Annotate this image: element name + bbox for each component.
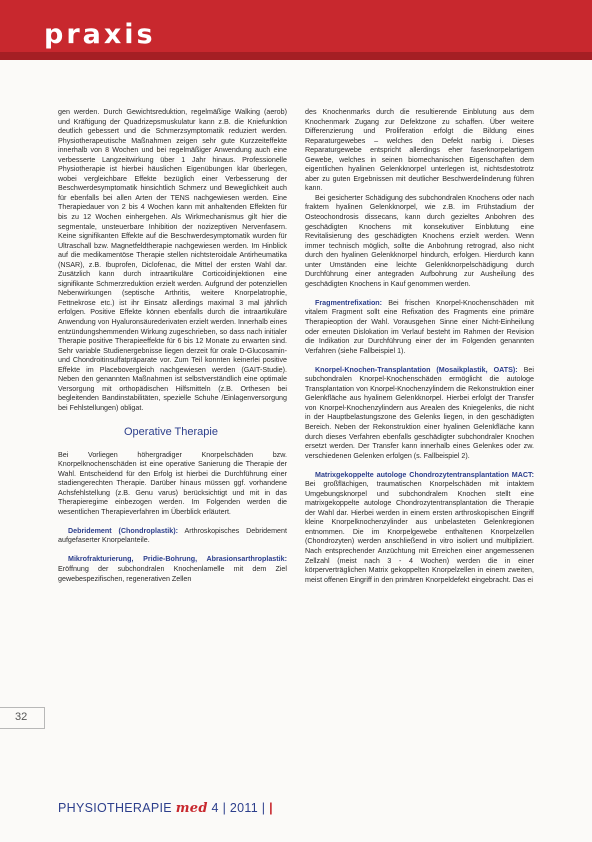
footer-issue: 4 | 2011 | bbox=[207, 801, 266, 815]
page-number: 32 bbox=[15, 711, 28, 723]
term-knorpel-knochen-transplantation: Knorpel-Knochen-Transplantation (Mosaikplastik, OATS): bbox=[315, 365, 518, 374]
right-paragraph-2: Bei gesicherter Schädigung des subchondralen Knochens oder nach fraktem hyalinen Gelenkknorpel, wie z.B. im Frühstadium der Osteochondrosis dissecans, kann durch gezieltes Anbohren des geschädigten Knochens mit konsekutiver Einblutung eine Revitalisierung des geschädigten Knochens erzielt werden. Wenn immer technisch möglich, sollte die Anbohrung retrograd, also nicht durch den hyalinen Gelenkknorpel hindurch, erfolgen. Hierdurch kann unter Umständen eine leichte Gelenkknorpelschädigung durch Durchführung einer antegraden Aufbohrung zur Ausheilung des geschädigten Knochens in Kauf genommen werden. bbox=[305, 193, 534, 288]
term-fragmentrefixation: Fragmentrefixation: bbox=[315, 298, 383, 307]
subheading-operative-therapie: Operative Therapie bbox=[124, 425, 218, 438]
footer-bars: | bbox=[265, 801, 273, 815]
left-paragraph-2: Bei Vorliegen höhergradiger Knorpelschäden bzw. Knorpelknochenschäden ist eine operative Sanierung die Therapie der Wahl. Entscheidend für den Erfolg ist hierbei die Durchführung einer stadiengerechten Therapie. Darüber hinaus müssen ggf. vorhandene Achsfehlstellung (z.B. Genu varus) berücksichtigt und mit in das Therapieregime einbezogen werden. Im Folgenden werden die wesentlichen Therapieverfahren im Überblick erläutert. bbox=[58, 450, 287, 516]
right-paragraph-osteochondral-transplant: Knorpel-Knochen-Transplantation (Mosaikplastik, OATS): Bei subchondralen Knorpel-Knochenschäden ermöglicht die autologe Transplantation von Knorpel-Knochenzylindern die Rekonstruktion einer Gelenkfläche aus hyalinem Gelenkknorpel. Hierbei erfolgt der Transfer von Knorpel-Knochenzylindern aus Arealen des Kniegelenks, die nicht in der Hauptbelastungszone des Gelenks liegen, in den geschädigten Bereich. Neben der Rekonstruktion einer hyalinen Gelenkfläche kann durch dieses Verfahren ebenfalls geschädigter subchondraler Knochen ersetzt werden. Der Transfer kann innerhalb eines Gelenkes oder zw. verschiedenen Gelenken erfolgen (s. Fallbeispiel 2). bbox=[305, 365, 534, 460]
term-debridement: Debridement (Chondroplastik): bbox=[68, 526, 179, 535]
left-paragraph-debridement: Debridement (Chondroplastik): Arthroskopisches Debridement aufgefaserter Knorpelanteile. bbox=[58, 526, 287, 545]
term-mact: Matrixgekoppelte autologe Chondrozytentransplantation MACT: bbox=[315, 470, 534, 479]
section-title: praxis bbox=[44, 19, 156, 50]
right-column bbox=[305, 108, 534, 585]
header-shade bbox=[0, 52, 592, 60]
left-column bbox=[58, 108, 287, 584]
right-paragraph-fragmentrefixation: Fragmentrefixation: Bei frischen Knorpel-Knochenschäden mit vitalem Fragment sollt eine Refixation des Fragments eine primäre Therapieoption der Wahl. Vorausgehen Sinne einer Nicht-Einheilung oder erneuten Dislokation im Verlauf besteht im Rahmen der Revision die Indikation zur Durchführung einer der im Folgenden genannten Verfahren (siehe Fallbeispiel 1). bbox=[305, 298, 534, 355]
footer-masthead bbox=[58, 801, 273, 816]
footer-brand: PHYSIOTHERAPIE bbox=[58, 801, 176, 815]
right-paragraph-1: des Knochenmarks durch die resultierende Einblutung aus dem Knochenmark Zugang zur Defektzone zu schaffen. Über weitere Differenzierung und Proliferation erfolgt die Bildung eines Reparaturgewebes – welches den Defekt narbig i. Dieses Reparaturgewebe entspricht allerdings eher faserknorpelartigem Gewebe, welches in seinen biomechanischen Eigenschaften dem eigentlichen hyalinen Gelenkknorpel unterlegen ist, nichtsdestotrotz aber zu guten Ergebnissen mit deutlicher Beschwerdelinderung führen kann. bbox=[305, 108, 534, 193]
term-mikrofrakturierung: Mikrofrakturierung, Pridie-Bohrung, Abrasionsarthroplastik: bbox=[68, 555, 287, 564]
footer-med-logo: med bbox=[175, 801, 208, 816]
left-paragraph-mikrofrakturierung: Mikrofrakturierung, Pridie-Bohrung, Abrasionsarthroplastik: Eröffnung der subchondralen Knochenlamelle mit dem Ziel gewebespezifischen, regenerativen Zellen bbox=[58, 555, 287, 583]
right-paragraph-mact: Matrixgekoppelte autologe Chondrozytentransplantation MACT: Bei großflächigen, traumatischen Knorpelschäden mit intaktem Umgebungsknorpel und subchondralem Knochen stellt eine matrixgekoppelte autologe Chondrozytentransplantation die Therapie der Wahl dar. Hierbei werden in einem ersten arthroskopischen Eingriff kleine Knorpelknochenzylinder aus unbelasteten Gelenkregionen entnommen. Die im Knorpelgewebe enthaltenen Knorpelzellen (Chondrozyten) werden anschließend in vitro isoliert und multipliziert. Nach entsprechender Anzüchtung mit Erreichen einer angemessenen Zellzahl (meist nach 3 - 4 Wochen) werden die in einer körperverträglichen Matrix gekoppelten Knorpelzellen in einem zweiten, meist offenen Eingriff in den primären Knorpeldefekt eingebracht. Das ei bbox=[305, 470, 534, 584]
left-paragraph-1: gen werden. Durch Gewichtsreduktion, regelmäßige Walking (aerob) und Kräftigung der Quadrizepsmuskulatur kann z.B. die Kniefunktion deutlich gebessert und die Schmerzsymptomatik reduziert werden. Physiotherapeutische Maßnahmen zeigen sehr gute Kurzzeiteffekte innerhalb von 8 Wochen und bei regelmäßiger Anwendung auch eine verbesserte Langzeitwirkung über 1 Jahr hinaus. Professionelle Physiotherapie ist hierbei häuslichen Eigenübungen klar überlegen, wobei vergleichbare Effekte bezüglich einer Verbesserung der Beschwerdesymptomatik hinsichtlich Schmerz und Beweglichkeit auch für ebenfalls bei allen Arten der TENS nachgewiesen werden. Eine Therapiedauer von 2 bis 4 Wochen kann mit anhaltenden Effekten für bis zu 12 Wochen einhergehen. Als Wirkmechanismus gilt hier die segmentale, unsteuerbare Inhibition der nozizeptiven Nervenfasern. Keine signifikanten Effekte auf die Beschwerdesymptomatik wurden für Ultraschall bzw. Magnetfeldtherapie nachgewiesen werden. Im Hinblick auf die medikamentöse Therapie stellen nichtsteroidale Antirheumatika (NSAR), z.B. Ibuprofen, Diclofenac, die Mittel der ersten Wahl dar. Zusätzlich kann durch intraartikuläre Corticoidinjektionen eine signifikante Schmerzreduktion erzielt werden. Aufgrund der potenziellen Nebenwirkungen (septische Arthritis, weitere Knorpelatrophie, Fettnekrose etc.) ist ihr Einsatz allerdings maximal 3 mal jährlich erfolgen. Positive Effekte können ebenfalls durch die intraartikuläre Anwendung von Hyaluronsäurederivaten erzielt werden. Innerhalb eines entzündungshemmenden Wirkung zugeschrieben, so dass nach initialer Therapie positive Therapieeffekte für 6 bis 12 Monate zu erwarten sind. Sehr variable Studienergebnisse liegen derzeit für orale D-Glucosamin- und Chondroitinsulfatpräparate vor. Zum Teil konnten keinerlei positive Effekte im Placebovergleich nachgewiesen werden (GAIT-Studie). Neben den genannten Maßnahmen ist selbstverständlich eine optimale Versorgung mit orthopädischen Hilfsmitteln (z.B. Orthesen bei begleitenden Bandinstabilitäten, spezielle Schuhe /Einlagenversorgung bei Fehlstellungen) obligat. bbox=[58, 108, 287, 412]
